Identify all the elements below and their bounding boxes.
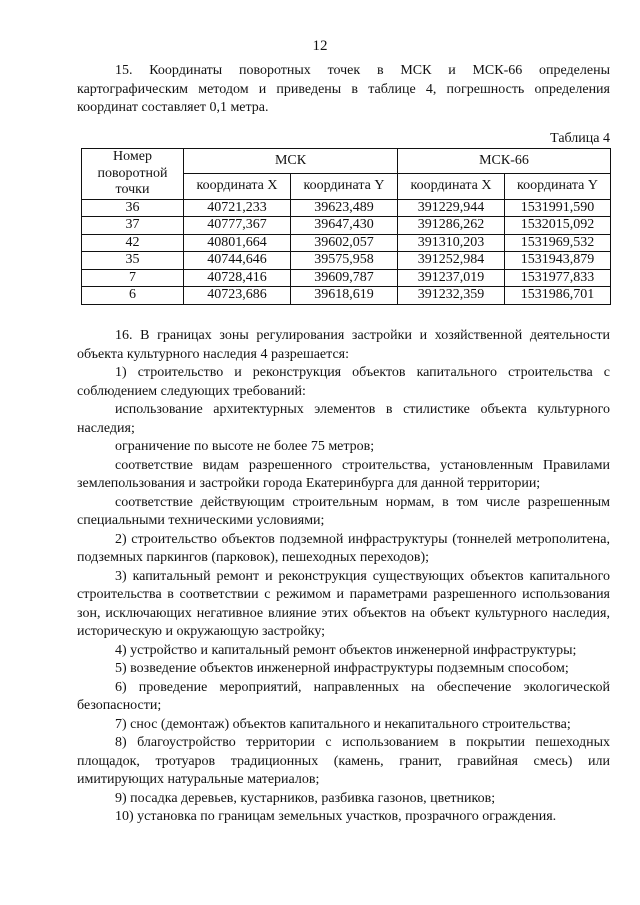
cell-msk66-y: 1531977,833 <box>505 269 611 287</box>
cell-msk-y: 39623,489 <box>291 199 398 217</box>
cell-msk-x: 40801,664 <box>184 234 291 252</box>
list-item-6: 6) проведение мероприятий, направленных на обеспечение экологической безопасности; <box>77 679 610 713</box>
header-msk: МСК <box>184 149 398 174</box>
header-point-number: Номер поворотной точки <box>82 149 184 200</box>
cell-msk-x: 40721,233 <box>184 199 291 217</box>
cell-point: 36 <box>82 199 184 217</box>
list-item-2: 2) строительство объектов подземной инфраструктуры (тоннелей метрополитена, подземных паркингов (парковок), пешеходных переходов); <box>77 531 610 565</box>
section-16-intro: 16. В границах зоны регулирования застройки и хозяйственной деятельности объекта культурного наследия 4 разрешается: <box>77 328 610 362</box>
cell-point: 37 <box>82 217 184 235</box>
table-row <box>82 269 611 287</box>
list-item-4: 4) устройство и капитальный ремонт объектов инженерной инфраструктуры; <box>115 642 577 658</box>
cell-msk66-x: 391286,262 <box>398 217 505 235</box>
page-number: 12 <box>312 38 328 54</box>
section-15 <box>77 62 610 118</box>
cell-msk66-y: 1531943,879 <box>505 252 611 270</box>
subheader-msk66-y: координата Y <box>505 174 611 199</box>
table-row <box>82 217 611 235</box>
requirement-2: ограничение по высоте не более 75 метров; <box>115 439 375 454</box>
table-row <box>82 234 611 252</box>
subheader-msk-y: координата Y <box>291 174 398 199</box>
cell-msk66-y: 1531969,532 <box>505 234 611 252</box>
cell-msk66-y: 1531991,590 <box>505 199 611 217</box>
cell-msk-y: 39609,787 <box>291 269 398 287</box>
list-item-9: 9) посадка деревьев, кустарников, разбивка газонов, цветников; <box>115 790 496 806</box>
cell-msk66-x: 391310,203 <box>398 234 505 252</box>
cell-msk66-x: 391252,984 <box>398 252 505 270</box>
cell-point: 6 <box>82 287 184 305</box>
table-row <box>82 252 611 270</box>
cell-msk-y: 39618,619 <box>291 287 398 305</box>
requirement-1: использование архитектурных элементов в стилистике объекта культурного наследия; <box>77 402 610 436</box>
requirement-4: соответствие действующим строительным нормам, в том числе разрешенным специальными техническими условиями; <box>77 494 610 528</box>
table-caption: Таблица 4 <box>550 131 610 146</box>
list-item-8: 8) благоустройство территории с использованием в покрытии пешеходных площадок, тротуаров традиционных (камень, гранит, гравийная смесь) или имитирующих натуральные материалов; <box>77 735 610 787</box>
cell-msk-y: 39602,057 <box>291 234 398 252</box>
cell-msk66-x: 391237,019 <box>398 269 505 287</box>
list-item-5: 5) возведение объектов инженерной инфраструктуры подземным способом; <box>115 661 569 676</box>
cell-msk66-y: 1531986,701 <box>505 287 611 305</box>
coordinates-table <box>81 148 611 305</box>
subheader-msk66-x: координата X <box>398 174 505 199</box>
list-item-3: 3) капитальный ремонт и реконструкция существующих объектов капитального строительства в соответствии с режимом и параметрами разрешенного использования зон, исключающих негативное влияние этих объектов на объект культурного наследия, историческую и окружающую застройку; <box>77 568 610 639</box>
cell-msk-x: 40728,416 <box>184 269 291 287</box>
list-item-10: 10) установка по границам земельных участков, прозрачного ограждения. <box>115 809 557 824</box>
subheader-msk-x: координата X <box>184 174 291 199</box>
table-row <box>82 287 611 305</box>
cell-msk66-x: 391232,359 <box>398 287 505 305</box>
cell-msk-x: 40777,367 <box>184 217 291 235</box>
cell-point: 7 <box>82 269 184 287</box>
cell-point: 35 <box>82 252 184 270</box>
cell-msk-x: 40723,686 <box>184 287 291 305</box>
table-row <box>82 199 611 217</box>
requirement-3: соответствие видам разрешенного строительства, установленным Правилами землепользования и застройки города Екатеринбурга для данной территории; <box>77 457 610 491</box>
list-item-7: 7) снос (демонтаж) объектов капитального и некапитального строительства; <box>115 716 571 732</box>
cell-point: 42 <box>82 234 184 252</box>
header-msk66: МСК-66 <box>398 149 611 174</box>
cell-msk-x: 40744,646 <box>184 252 291 270</box>
cell-msk-y: 39575,958 <box>291 252 398 270</box>
list-item-1: 1) строительство и реконструкция объектов капитального строительства с соблюдением следующих требований: <box>77 365 610 399</box>
cell-msk-y: 39647,430 <box>291 217 398 235</box>
section-15-paragraph: 15. Координаты поворотных точек в МСК и МСК-66 определены картографическим методом и приведены в таблице 4, погрешность определения координат составляет 0,1 метра. <box>77 63 610 115</box>
cell-msk66-x: 391229,944 <box>398 199 505 217</box>
section-16 <box>77 327 610 827</box>
cell-msk66-y: 1532015,092 <box>505 217 611 235</box>
